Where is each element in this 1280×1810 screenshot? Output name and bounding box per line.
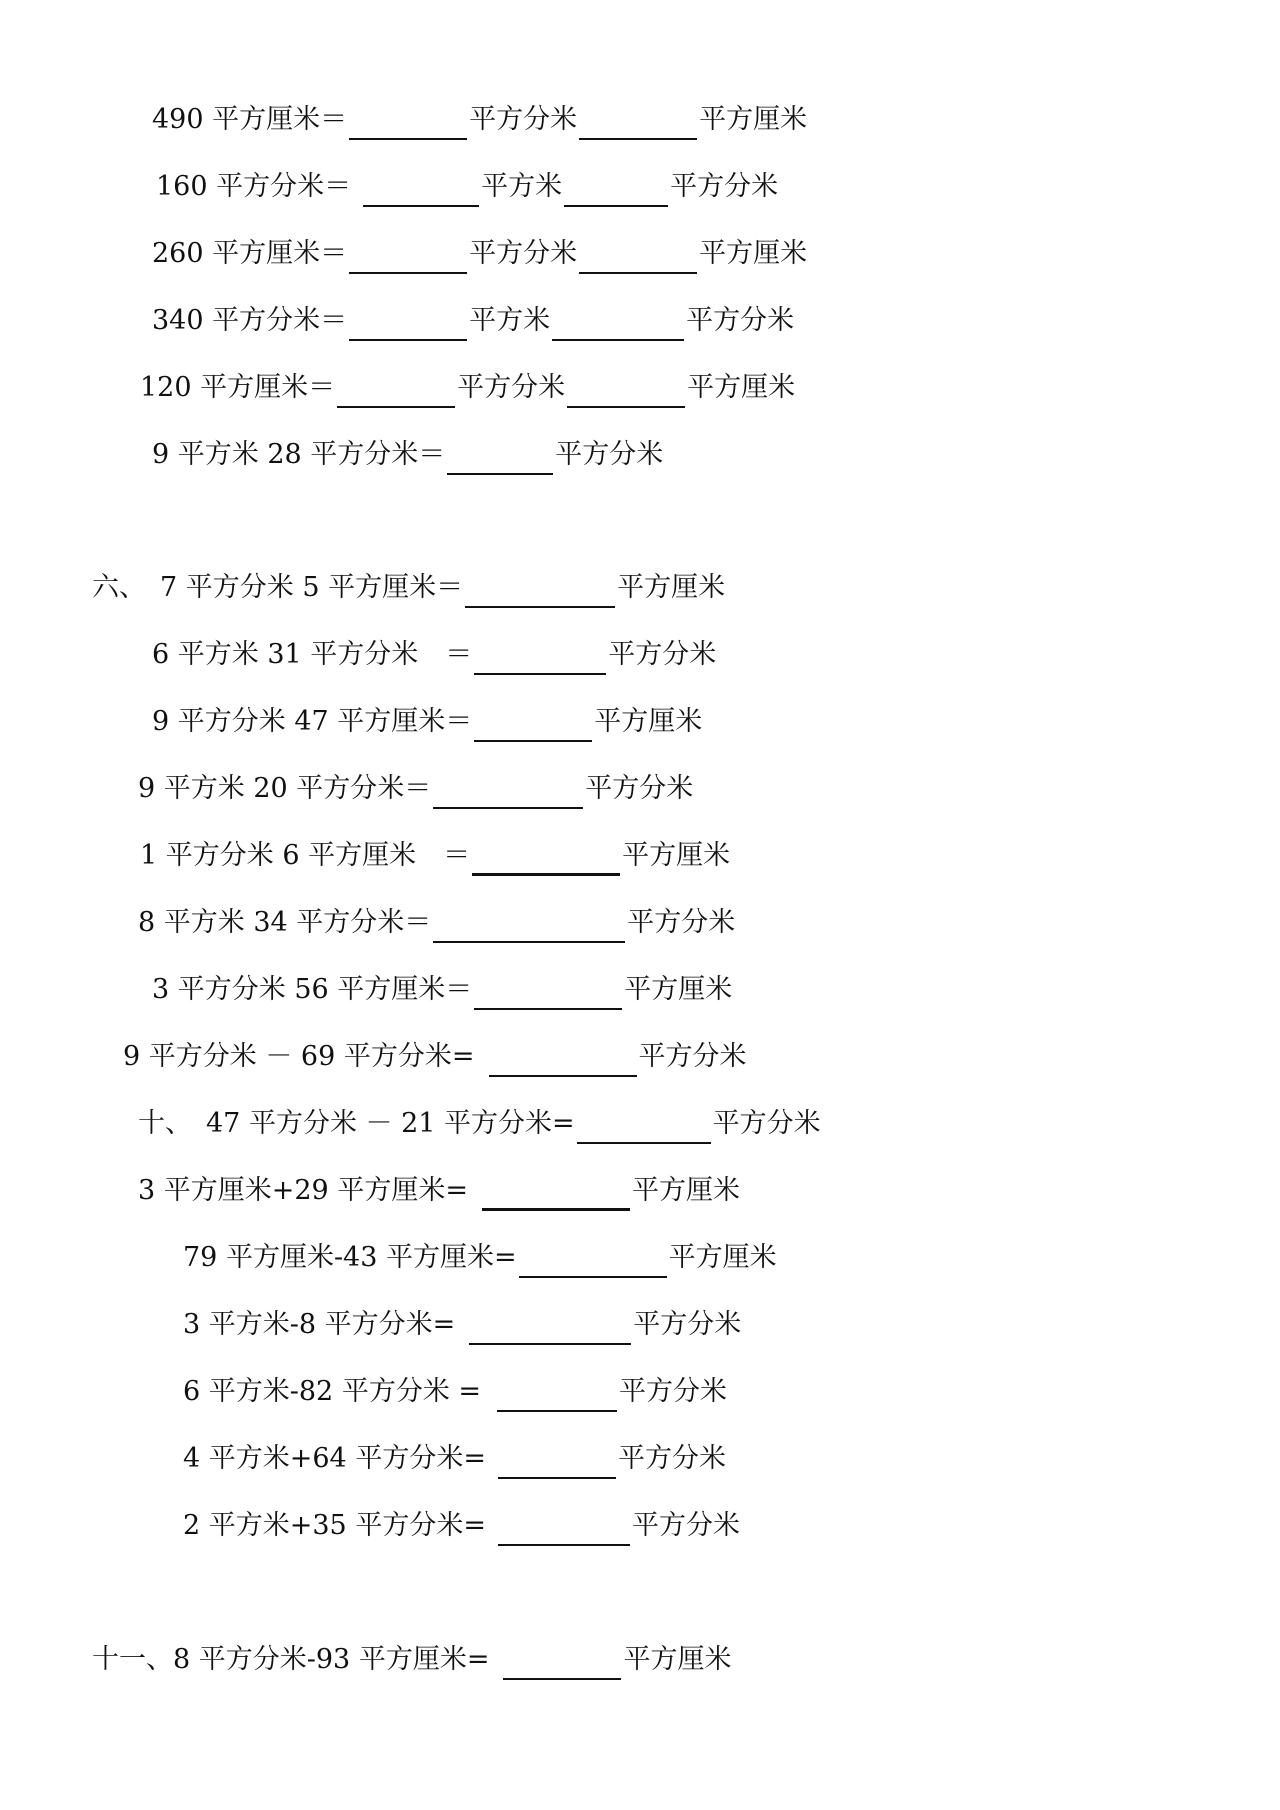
- unit-text: 平方厘米: [594, 706, 703, 737]
- expression-text: 1 平方分米 6 平方厘米 ＝: [140, 840, 471, 871]
- unit-text: 平方厘米: [623, 1644, 732, 1675]
- exercise-line: [152, 234, 807, 274]
- answer-blank[interactable]: [363, 175, 479, 207]
- exercise-line: [152, 702, 702, 742]
- unit-text: 平方分米: [585, 773, 694, 804]
- exercise-line: [92, 1640, 731, 1680]
- exercise-line: [156, 167, 778, 207]
- exercise-line: [152, 635, 716, 675]
- answer-blank[interactable]: [497, 1380, 617, 1412]
- unit-text: 平方分米: [469, 104, 578, 135]
- answer-blank[interactable]: [447, 443, 553, 475]
- expression-text: 340 平方分米＝: [152, 305, 348, 336]
- expression-text: 9 平方分米 47 平方厘米＝: [152, 706, 473, 737]
- expression-text: 47 平方分米 － 21 平方分米=: [206, 1108, 575, 1139]
- unit-text: 平方分米: [627, 907, 736, 938]
- expression-text: 79 平方厘米-43 平方厘米=: [183, 1242, 517, 1273]
- exercise-line: [183, 1506, 740, 1546]
- unit-text: 平方分米: [633, 1309, 742, 1340]
- unit-text: 平方分米: [619, 1376, 728, 1407]
- unit-text: 平方分米: [638, 1041, 747, 1072]
- answer-blank[interactable]: [349, 108, 467, 140]
- answer-blank[interactable]: [552, 309, 684, 341]
- unit-text: 平方厘米: [624, 974, 733, 1005]
- expression-text: 7 平方分米 5 平方厘米＝: [160, 572, 464, 603]
- section-marker: 十一、: [92, 1644, 173, 1675]
- answer-blank[interactable]: [577, 1112, 711, 1144]
- expression-text: 6 平方米 31 平方分米 ＝: [152, 639, 473, 670]
- expression-text: 6 平方米-82 平方分米 =: [183, 1376, 482, 1407]
- exercise-line: [152, 970, 732, 1010]
- unit-text: 平方厘米: [699, 104, 808, 135]
- expression-text: 3 平方分米 56 平方厘米＝: [152, 974, 473, 1005]
- answer-blank[interactable]: [474, 710, 592, 742]
- section-marker: 六、: [92, 572, 146, 603]
- exercise-line: [140, 836, 730, 876]
- unit-text: 平方厘米: [668, 1242, 777, 1273]
- expression-text: 4 平方米+64 平方分米=: [183, 1443, 486, 1474]
- exercise-line: [152, 435, 663, 475]
- expression-text: 160 平方分米＝: [156, 171, 352, 202]
- unit-text: 平方分米: [686, 305, 795, 336]
- exercise-line: [183, 1238, 777, 1278]
- answer-blank[interactable]: [472, 843, 620, 876]
- unit-text: 平方米: [481, 171, 563, 202]
- answer-blank[interactable]: [579, 242, 697, 274]
- answer-blank[interactable]: [567, 376, 685, 408]
- expression-text: 8 平方米 34 平方分米＝: [138, 907, 432, 938]
- answer-blank[interactable]: [564, 175, 668, 207]
- exercise-line: [92, 568, 725, 608]
- unit-text: 平方分米: [608, 639, 717, 670]
- expression-text: 8 平方分米-93 平方厘米=: [173, 1644, 490, 1675]
- unit-text: 平方分米: [631, 1510, 740, 1541]
- answer-blank[interactable]: [349, 242, 467, 274]
- exercise-line: [183, 1439, 726, 1479]
- expression-text: 9 平方米 28 平方分米＝: [152, 439, 446, 470]
- answer-blank[interactable]: [465, 576, 615, 608]
- unit-text: 平方米: [469, 305, 551, 336]
- answer-blank[interactable]: [433, 911, 625, 943]
- exercise-line: [152, 301, 794, 341]
- unit-text: 平方分米: [555, 439, 664, 470]
- unit-text: 平方厘米: [631, 1175, 740, 1206]
- unit-text: 平方厘米: [687, 372, 796, 403]
- answer-blank[interactable]: [433, 777, 583, 809]
- expression-text: 3 平方厘米+29 平方厘米=: [138, 1175, 468, 1206]
- answer-blank[interactable]: [579, 108, 697, 140]
- unit-text: 平方分米: [617, 1443, 726, 1474]
- exercise-line: [152, 100, 807, 140]
- expression-text: 490 平方厘米＝: [152, 104, 348, 135]
- answer-blank[interactable]: [482, 1178, 630, 1211]
- unit-text: 平方分米: [457, 372, 566, 403]
- answer-blank[interactable]: [349, 309, 467, 341]
- answer-blank[interactable]: [498, 1514, 630, 1546]
- exercise-line: [183, 1305, 741, 1345]
- unit-text: 平方厘米: [622, 840, 731, 871]
- unit-text: 平方分米: [670, 171, 779, 202]
- expression-text: 260 平方厘米＝: [152, 238, 348, 269]
- expression-text: 3 平方米-8 平方分米=: [183, 1309, 456, 1340]
- exercise-line: [138, 903, 735, 943]
- expression-text: 9 平方米 20 平方分米＝: [138, 773, 432, 804]
- answer-blank[interactable]: [337, 376, 455, 408]
- exercise-line: [138, 1104, 821, 1144]
- unit-text: 平方厘米: [617, 572, 726, 603]
- exercise-line: [138, 769, 693, 809]
- unit-text: 平方分米: [469, 238, 578, 269]
- unit-text: 平方厘米: [699, 238, 808, 269]
- section-marker: 十、: [138, 1108, 192, 1139]
- exercise-line: [140, 368, 795, 408]
- answer-blank[interactable]: [503, 1648, 621, 1680]
- unit-text: 平方分米: [712, 1108, 821, 1139]
- answer-blank[interactable]: [489, 1045, 637, 1077]
- expression-text: 2 平方米+35 平方分米=: [183, 1510, 486, 1541]
- answer-blank[interactable]: [469, 1313, 631, 1345]
- expression-text: 9 平方分米 － 69 平方分米=: [123, 1041, 475, 1072]
- exercise-line: [123, 1037, 747, 1077]
- answer-blank[interactable]: [519, 1246, 667, 1278]
- expression-text: 120 平方厘米＝: [140, 372, 336, 403]
- answer-blank[interactable]: [474, 978, 622, 1010]
- exercise-line: [183, 1372, 727, 1412]
- exercise-line: [138, 1171, 740, 1211]
- answer-blank[interactable]: [474, 643, 606, 675]
- answer-blank[interactable]: [498, 1447, 616, 1479]
